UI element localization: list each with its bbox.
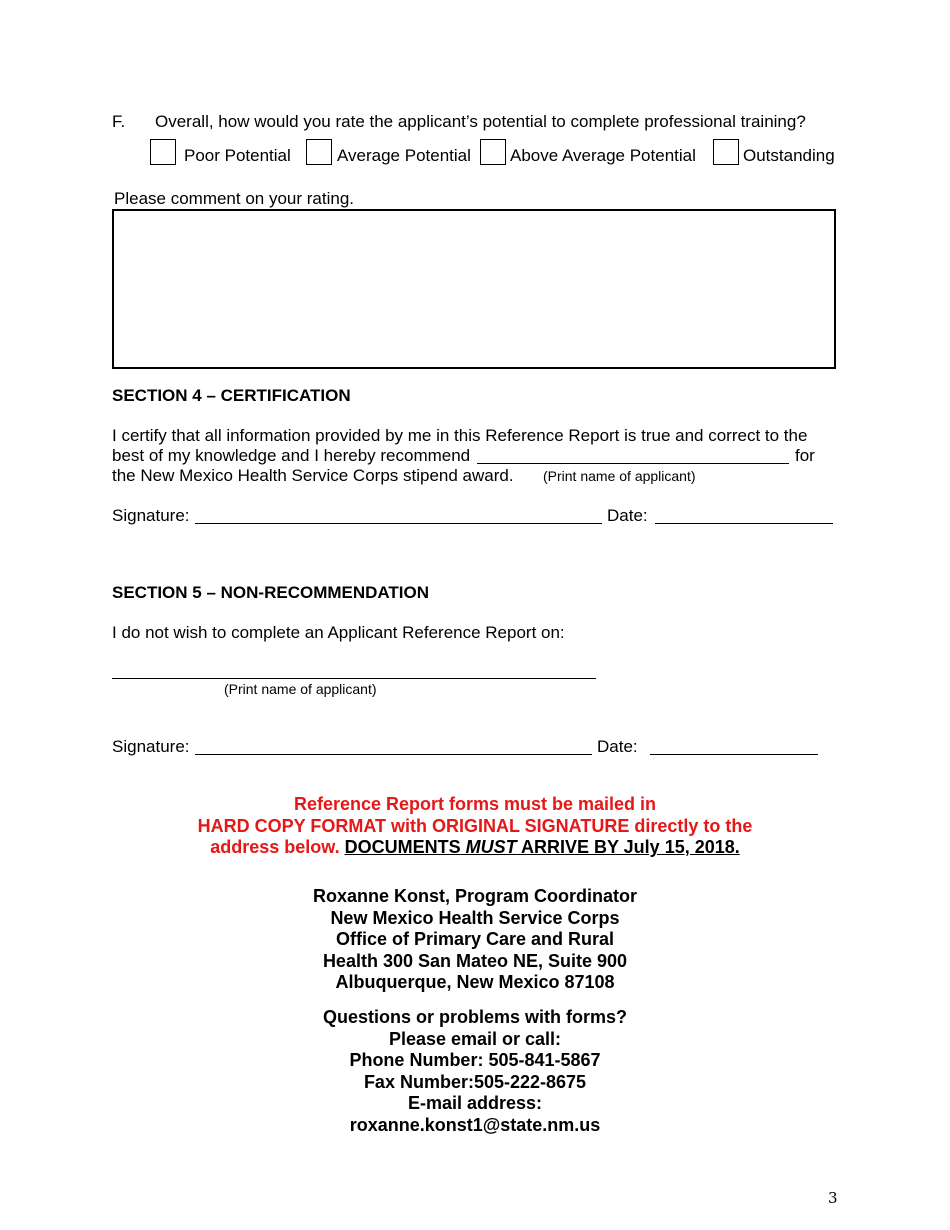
phone-number: Phone Number: 505-841-5867 <box>349 1050 601 1070</box>
checkbox-outstanding[interactable] <box>713 139 739 165</box>
option-label: Poor Potential <box>184 146 291 165</box>
notice-line3-red: address below. <box>210 837 340 857</box>
deadline-a: DOCUMENTS <box>344 837 461 857</box>
fax-number: Fax Number:505-222-8675 <box>363 1071 587 1092</box>
section4-heading: SECTION 4 – CERTIFICATION <box>112 386 351 405</box>
contact-line: Please email or call: <box>388 1028 562 1049</box>
signature-field[interactable] <box>195 523 602 524</box>
checkbox-above-average-potential[interactable] <box>480 139 506 165</box>
address-line: Roxanne Konst, Program Coordinator <box>312 886 638 906</box>
signature-field[interactable] <box>195 754 592 755</box>
recommend-name-field[interactable] <box>477 463 789 464</box>
non-recommend-text: I do not wish to complete an Applicant Reference Report on: <box>112 623 565 642</box>
notice-line1: Reference Report forms must be mailed in <box>293 794 657 814</box>
print-name-hint: (Print name of applicant) <box>224 681 377 697</box>
print-name-hint: (Print name of applicant) <box>543 468 696 484</box>
address-line: Health 300 San Mateo NE, Suite 900 <box>322 950 628 971</box>
date-label: Date: <box>607 506 648 525</box>
date-label: Date: <box>597 737 638 756</box>
cert-line2-end: for <box>795 446 815 465</box>
notice-line2: HARD COPY FORMAT with ORIGINAL SIGNATURE directly to the <box>197 815 753 836</box>
signature-label: Signature: <box>112 737 190 756</box>
address-line: New Mexico Health Service Corps <box>330 907 620 928</box>
option-label: Above Average Potential <box>510 146 696 165</box>
email-label: E-mail address: <box>407 1093 543 1113</box>
option-label: Average Potential <box>337 146 471 165</box>
applicant-name-field[interactable] <box>112 678 596 679</box>
notice-line3 <box>0 837 950 859</box>
date-field[interactable] <box>650 754 818 755</box>
checkbox-average-potential[interactable] <box>306 139 332 165</box>
checkbox-poor-potential[interactable] <box>150 139 176 165</box>
deadline-b: ARRIVE BY July 15, 2018. <box>520 837 740 857</box>
option-label: Outstanding <box>743 146 835 165</box>
signature-label: Signature: <box>112 506 190 525</box>
email-address[interactable]: roxanne.konst1@state.nm.us <box>349 1114 601 1135</box>
cert-line3: the New Mexico Health Service Corps stipend award. <box>112 466 514 485</box>
comment-label: Please comment on your rating. <box>114 189 355 208</box>
cert-line2: best of my knowledge and I hereby recommend <box>112 446 471 465</box>
page-number: 3 <box>828 1189 838 1207</box>
date-field[interactable] <box>655 523 833 524</box>
address-line: Albuquerque, New Mexico 87108 <box>335 972 615 992</box>
question-letter: F. <box>112 112 126 131</box>
deadline-emphasis: MUST <box>465 837 517 857</box>
comment-textarea[interactable] <box>112 209 836 369</box>
section5-heading: SECTION 5 – NON-RECOMMENDATION <box>112 583 430 602</box>
contact-line: Questions or problems with forms? <box>322 1007 628 1027</box>
cert-line1: I certify that all information provided by me in this Reference Report is true and correct to the <box>112 426 808 445</box>
question-text: Overall, how would you rate the applicant’s potential to complete professional training? <box>155 112 806 131</box>
address-line: Office of Primary Care and Rural <box>335 929 615 949</box>
